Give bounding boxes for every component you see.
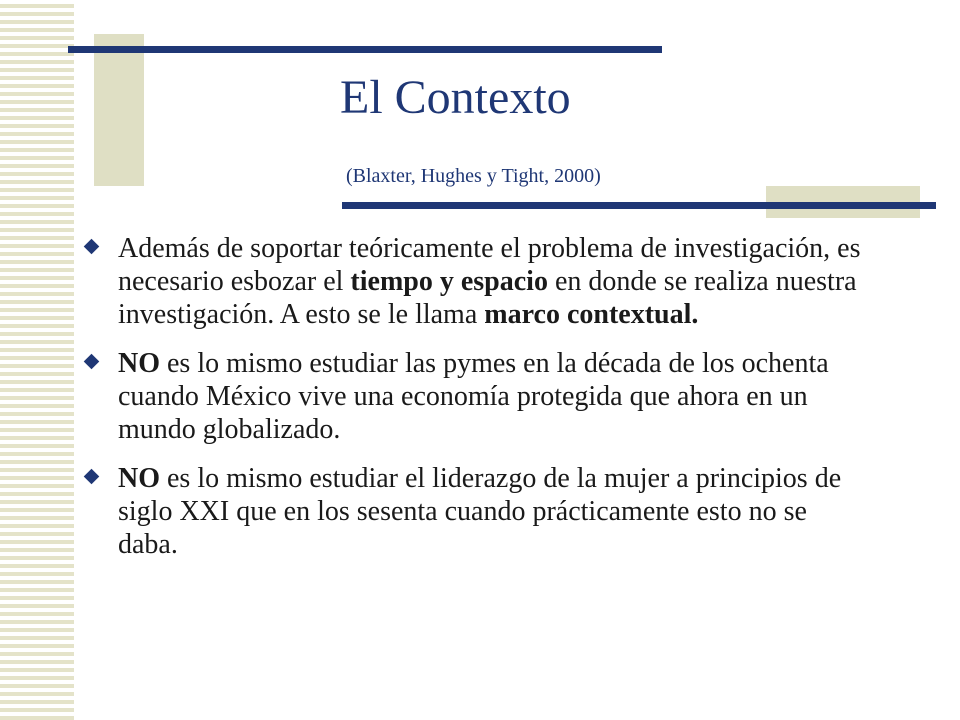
diamond-bullet-icon (84, 354, 100, 370)
bullet-list (82, 232, 872, 577)
bullet-segment: en donde se realiza nuestra investigación. A esto se le llama (118, 266, 857, 330)
bullet-item (82, 232, 872, 331)
bullet-text (118, 233, 861, 330)
bullet-item (82, 347, 872, 446)
bullet-emphasis: tiempo y espacio (350, 266, 548, 297)
bullet-segment: es lo mismo estudiar las pymes en la década de los ochenta cuando México vive una economía protegida que ahora en un mundo globalizado. (118, 348, 829, 445)
title-vertical-block (94, 34, 144, 186)
bullet-emphasis: NO (118, 463, 160, 494)
title-bottom-rule (342, 202, 936, 209)
slide-subtitle: (Blaxter, Hughes y Tight, 2000) (346, 165, 601, 187)
bullet-text (118, 463, 841, 560)
slide-title: El Contexto (340, 71, 571, 124)
bullet-text (118, 348, 829, 445)
title-top-rule (68, 46, 662, 53)
diamond-bullet-icon (84, 239, 100, 255)
bullet-item (82, 462, 872, 561)
bullet-emphasis: marco contextual. (484, 299, 699, 330)
diamond-bullet-icon (84, 469, 100, 485)
left-stripe-decoration (0, 0, 74, 720)
bullet-segment: Además de soportar teóricamente el problema de investigación, es necesario esbozar el (118, 233, 861, 297)
bullet-emphasis: NO (118, 348, 160, 379)
bullet-segment: es lo mismo estudiar el liderazgo de la mujer a principios de siglo XXI que en los sesenta cuando prácticamente esto no se daba. (118, 463, 842, 560)
